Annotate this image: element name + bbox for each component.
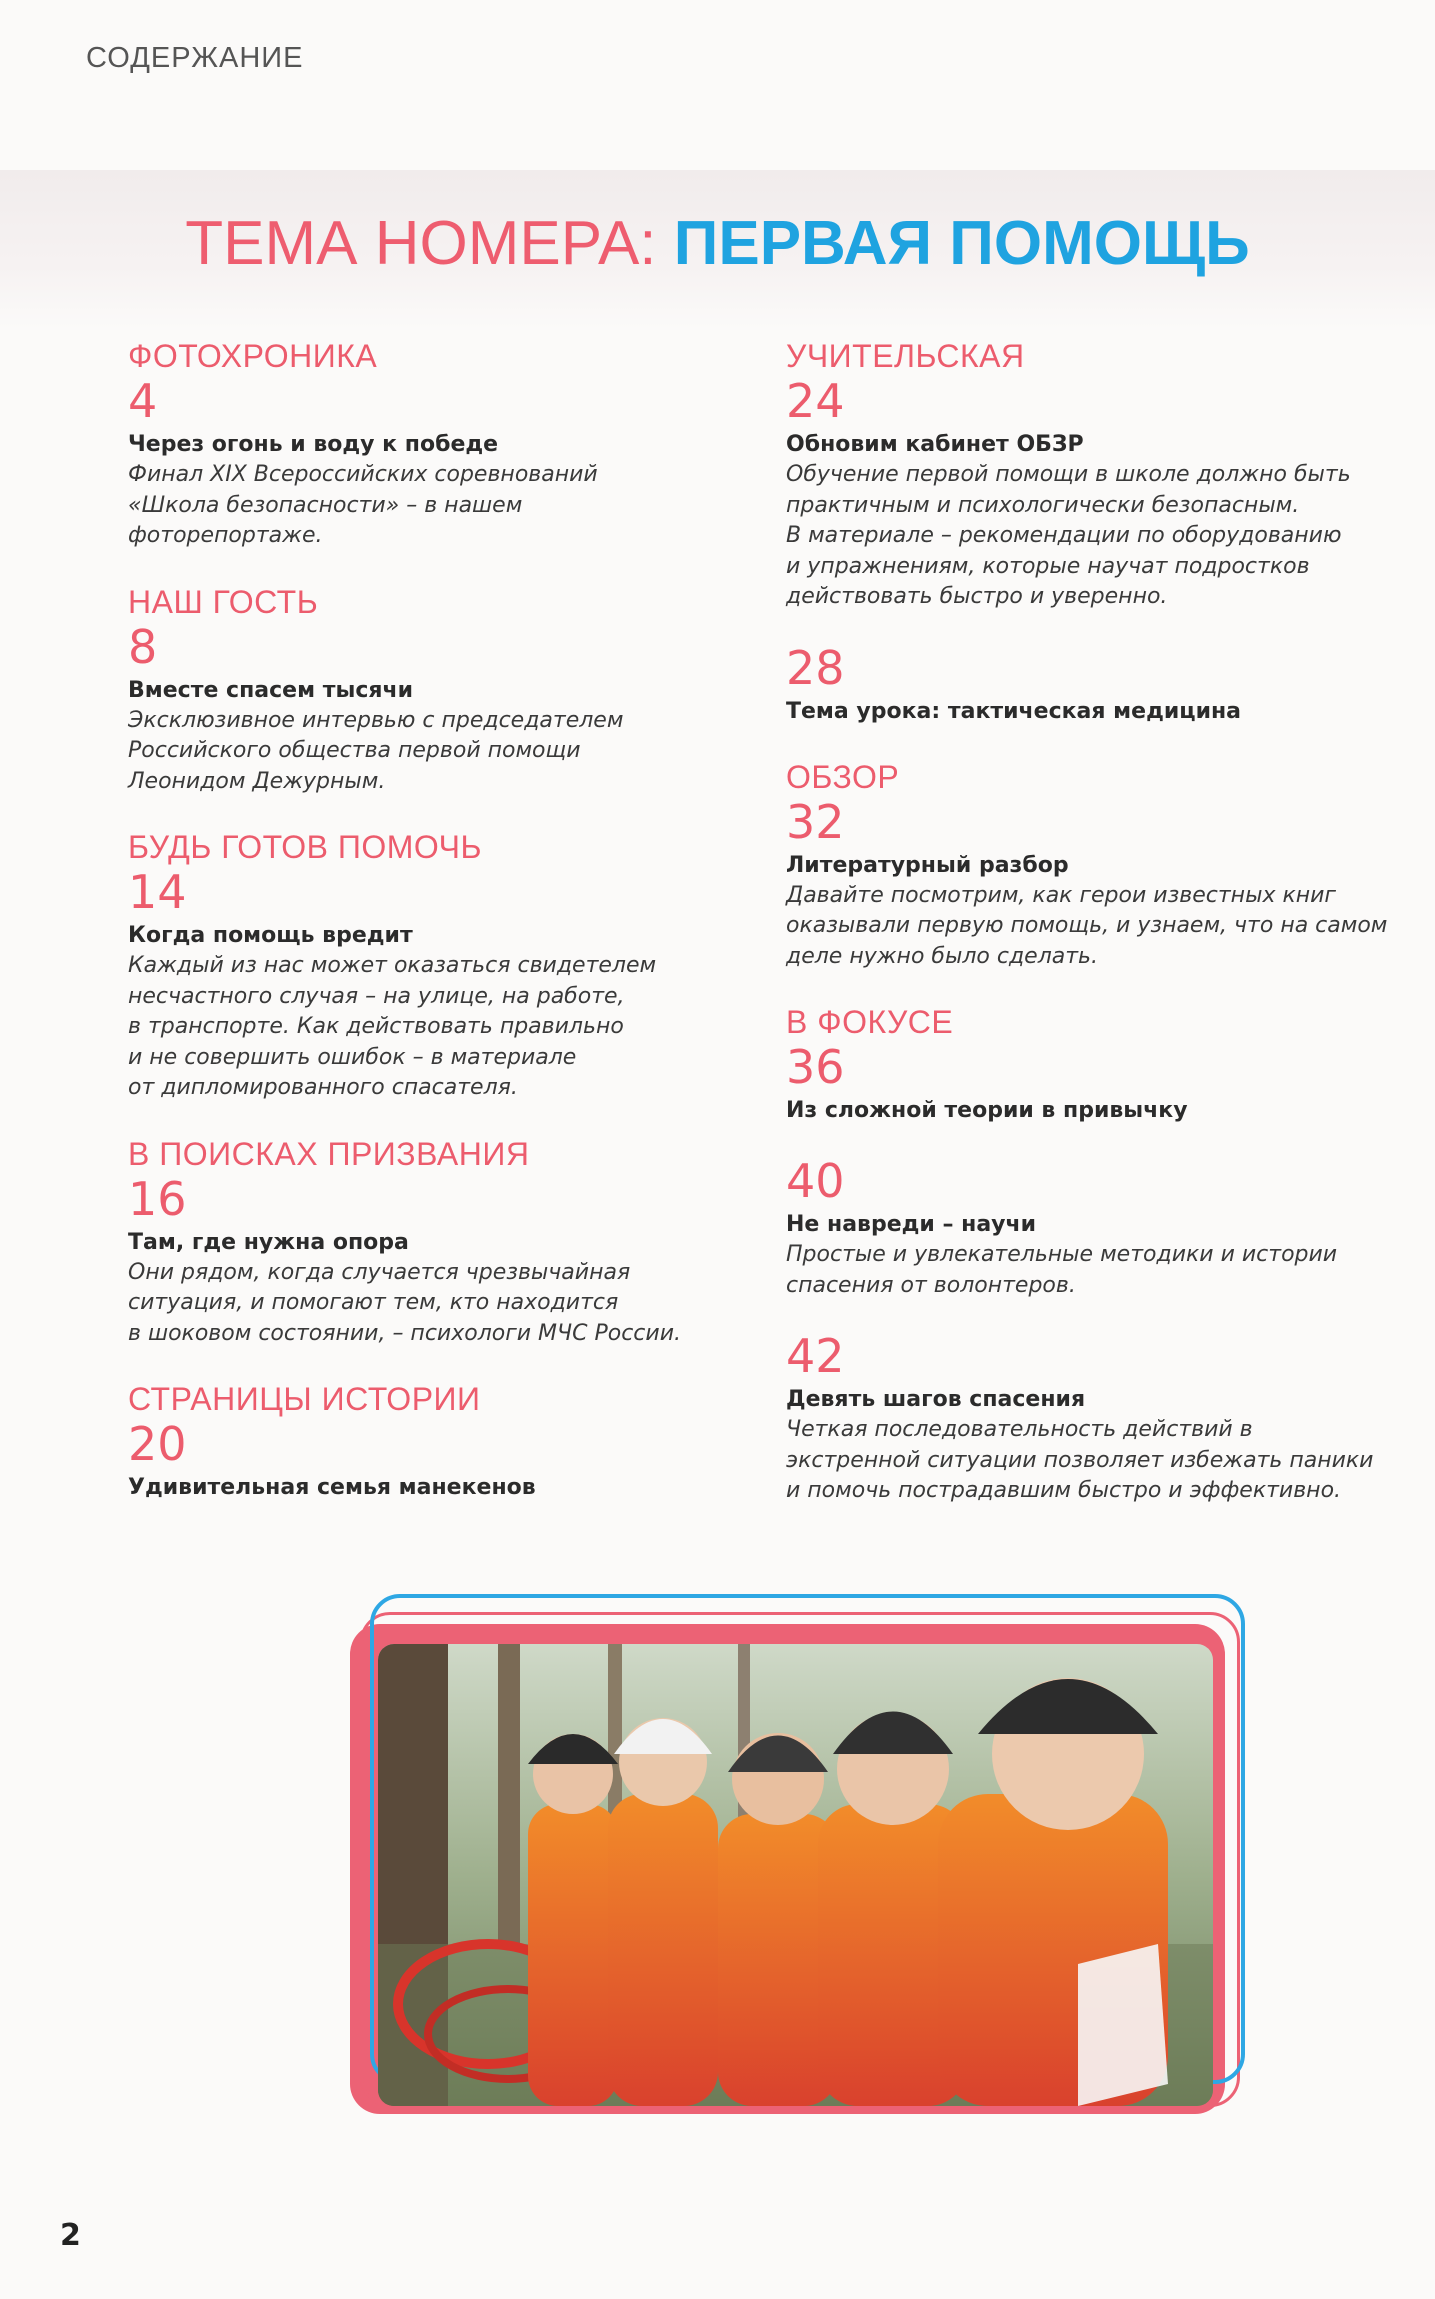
page-number: 16 bbox=[128, 1171, 187, 1226]
page-number: 4 bbox=[128, 374, 158, 428]
article-description: Эксклюзивное интервью с председателем Российского общества первой помощи Леонидом Дежурным. bbox=[128, 707, 624, 794]
rubric: НАШ ГОСТЬ bbox=[128, 583, 319, 620]
rubric: УЧИТЕЛЬСКАЯ bbox=[786, 338, 1025, 374]
page-number: 8 bbox=[128, 619, 158, 674]
page-number: 40 bbox=[786, 1154, 845, 1208]
toc-right-column bbox=[786, 336, 1406, 1537]
article-description: Финал XIX Всероссийских соревнований «Школа безопасности» – в нашем фоторепортаже. bbox=[128, 462, 598, 548]
cadets-photo bbox=[378, 1644, 1213, 2106]
article-description: Они рядом, когда случается чрезвычайная ситуация, и помогают тем, кто находится в шоковом состоянии, – психологи МЧС России. bbox=[128, 1259, 681, 1346]
toc-entry[interactable] bbox=[786, 757, 1406, 973]
page-number: 28 bbox=[786, 640, 845, 695]
toc-entry[interactable] bbox=[786, 336, 1406, 613]
rubric: СТРАНИЦЫ ИСТОРИИ bbox=[128, 1381, 481, 1417]
rubric: ФОТОХРОНИКА bbox=[128, 338, 378, 374]
article-title: Из сложной теории в привычку bbox=[786, 1098, 1188, 1123]
page-folio: 2 bbox=[60, 2218, 81, 2253]
toc-left-column bbox=[128, 336, 728, 1533]
title-main: ПЕРВАЯ ПОМОЩЬ bbox=[673, 209, 1250, 278]
toc-entry[interactable] bbox=[128, 1134, 728, 1350]
toc-entry[interactable] bbox=[128, 1379, 728, 1503]
section-label: СОДЕРЖАНИЕ bbox=[86, 42, 304, 74]
rubric: ОБЗОР bbox=[786, 758, 900, 795]
toc-entry[interactable] bbox=[786, 1331, 1406, 1507]
article-title: Обновим кабинет ОБЗР bbox=[786, 432, 1084, 457]
page-number: 14 bbox=[128, 865, 187, 919]
toc-entry[interactable] bbox=[128, 336, 728, 552]
title-lead: ТЕМА НОМЕРА: bbox=[185, 209, 657, 278]
page-number: 20 bbox=[128, 1417, 187, 1471]
toc-entry[interactable] bbox=[786, 640, 1406, 727]
rubric: В ПОИСКАХ ПРИЗВАНИЯ bbox=[128, 1135, 530, 1172]
page-number: 32 bbox=[786, 794, 845, 849]
article-title: Удивительная семья манекенов bbox=[128, 1475, 536, 1500]
page-number: 42 bbox=[786, 1329, 845, 1383]
cadets-photo-illustration bbox=[378, 1644, 1213, 2106]
article-title: Девять шагов спасения bbox=[786, 1387, 1086, 1412]
page-number: 24 bbox=[786, 374, 845, 428]
article-title: Там, где нужна опора bbox=[128, 1229, 409, 1255]
article-description: Обучение первой помощи в школе должно быть практичным и психологически безопасным. В материале – рекомендации по оборудованию и упражнениям, которые научат подростков действовать быстро и уверенно. bbox=[786, 462, 1351, 609]
issue-theme-title bbox=[0, 208, 1435, 279]
rubric: В ФОКУСЕ bbox=[786, 1004, 954, 1040]
article-description: Давайте посмотрим, как герои известных книг оказывали первую помощь, и узнаем, что на самом деле нужно было сделать. bbox=[786, 882, 1388, 969]
article-description: Каждый из нас может оказаться свидетелем несчастного случая – на улице, на работе, в транспорте. Как действовать правильно и не совершить ошибок – в материале от дипломированного спасателя. bbox=[128, 953, 657, 1100]
toc-entry[interactable] bbox=[128, 582, 728, 798]
article-title: Вместе спасем тысячи bbox=[128, 677, 414, 703]
page-number: 36 bbox=[786, 1040, 845, 1094]
article-title: Литературный разбор bbox=[786, 852, 1069, 878]
article-title: Не навреди – научи bbox=[786, 1212, 1037, 1237]
article-title: Тема урока: тактическая медицина bbox=[786, 698, 1242, 724]
article-title: Когда помощь вредит bbox=[128, 923, 413, 948]
rubric: БУДЬ ГОТОВ ПОМОЧЬ bbox=[128, 829, 482, 865]
toc-entry[interactable] bbox=[128, 827, 728, 1104]
photo-block bbox=[350, 1594, 1250, 2124]
toc-entry[interactable] bbox=[786, 1156, 1406, 1301]
article-description: Простые и увлекательные методики и истории спасения от волонтеров. bbox=[786, 1242, 1338, 1298]
article-description: Четкая последовательность действий в экстренной ситуации позволяет избежать паники и помочь пострадавшим быстро и эффективно. bbox=[786, 1417, 1374, 1503]
toc-entry[interactable] bbox=[786, 1002, 1406, 1126]
article-title: Через огонь и воду к победе bbox=[128, 432, 499, 457]
